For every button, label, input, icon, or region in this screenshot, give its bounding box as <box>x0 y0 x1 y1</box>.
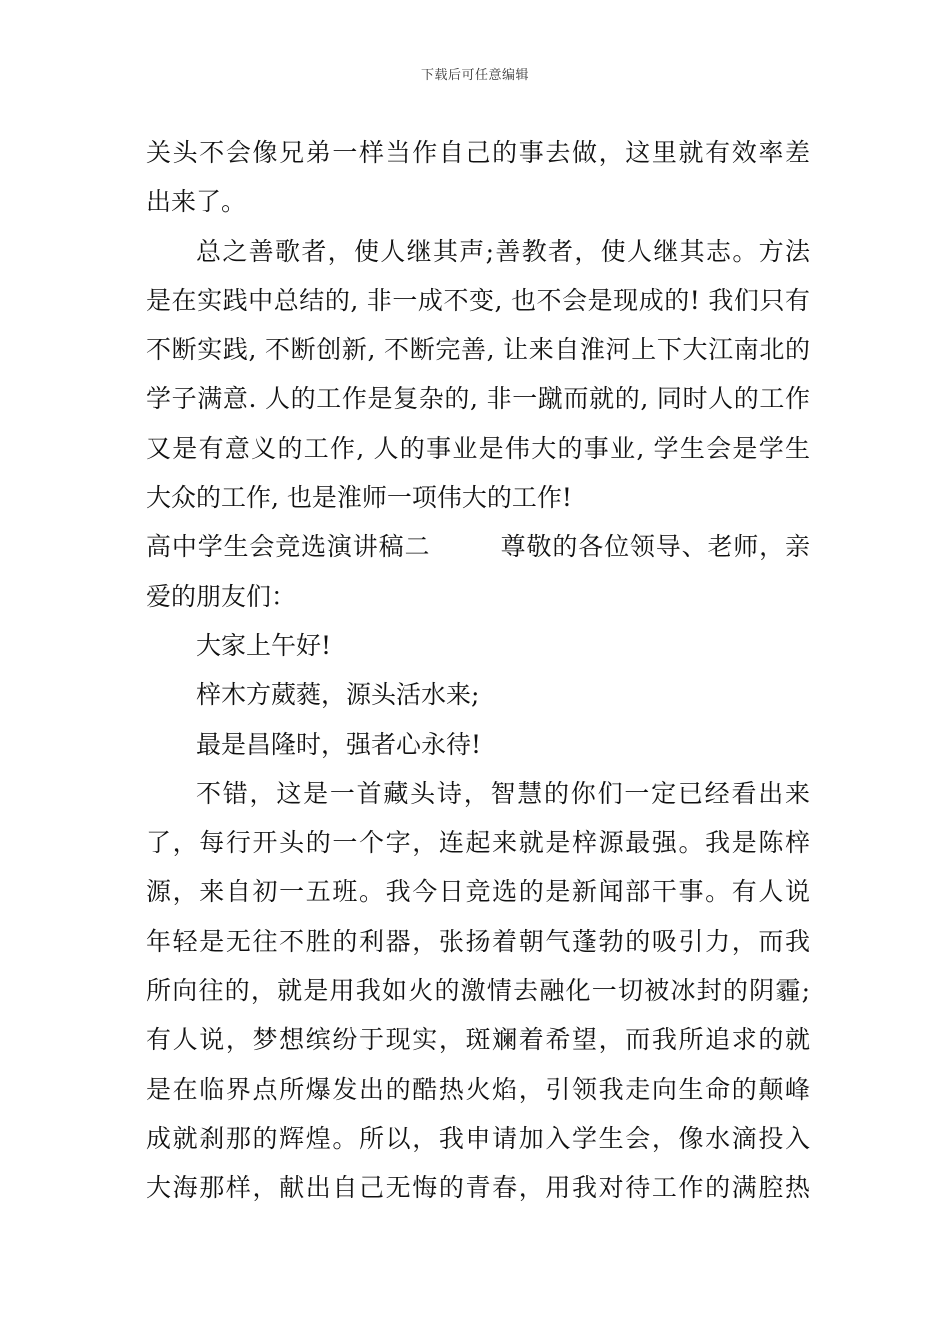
text-line-3: 总之善歌者，使人继其声;善教者，使人继其志。方法 <box>196 236 810 266</box>
text-line-22: 大海那样，献出自己无悔的青春，用我对待工作的满腔热 <box>146 1173 810 1203</box>
text-line-4: 是在实践中总结的, 非一成不变, 也不会是现成的! 我们只有 <box>146 285 810 315</box>
text-line-21: 成就刹那的辉煌。所以，我申请加入学生会，像水滴投入 <box>146 1123 810 1153</box>
text-line-5: 不断实践, 不断创新, 不断完善, 让来自淮河上下大江南北的 <box>146 335 810 365</box>
text-line-18: 所向往的，就是用我如火的激情去融化一切被冰封的阴霾; <box>146 976 810 1006</box>
text-line-2: 出来了。 <box>146 187 247 217</box>
text-line-6: 学子满意. 人的工作是复杂的, 非一蹴而就的, 同时人的工作 <box>146 384 810 414</box>
text-line-15: 了，每行开头的一个字，连起来就是梓源最强。我是陈梓 <box>146 828 810 858</box>
text-line-17: 年轻是无往不胜的利器，张扬着朝气蓬勃的吸引力，而我 <box>146 926 810 956</box>
document-body <box>146 128 810 1213</box>
text-line-12: 梓木方葳蕤，源头活水来; <box>196 680 480 710</box>
text-line-16: 源，来自初一五班。我今日竞选的是新闻部干事。有人说 <box>146 877 810 907</box>
page-header-note: 下载后可任意编辑 <box>420 68 529 83</box>
text-line-1: 关头不会像兄弟一样当作自己的事去做，这里就有效率差 <box>146 138 810 167</box>
text-line-19: 有人说，梦想缤纷于现实，斑斓着希望，而我所追求的就 <box>146 1025 810 1055</box>
text-line-13: 最是昌隆时，强者心永待! <box>196 729 482 759</box>
text-line-20: 是在临界点所爆发出的酷热火焰，引领我走向生命的颠峰 <box>146 1074 810 1104</box>
text-line-11: 大家上午好! <box>196 630 332 660</box>
text-line-9: 高中学生会竞选演讲稿二 尊敬的各位领导、老师，亲 <box>146 532 810 562</box>
text-line-8: 大众的工作, 也是淮师一项伟大的工作! <box>146 483 572 513</box>
text-line-10: 爱的朋友们： <box>146 581 297 611</box>
text-line-7: 又是有意义的工作, 人的事业是伟大的事业, 学生会是学生 <box>146 433 810 463</box>
text-line-14: 不错，这是一首藏头诗，智慧的你们一定已经看出来 <box>196 778 810 808</box>
